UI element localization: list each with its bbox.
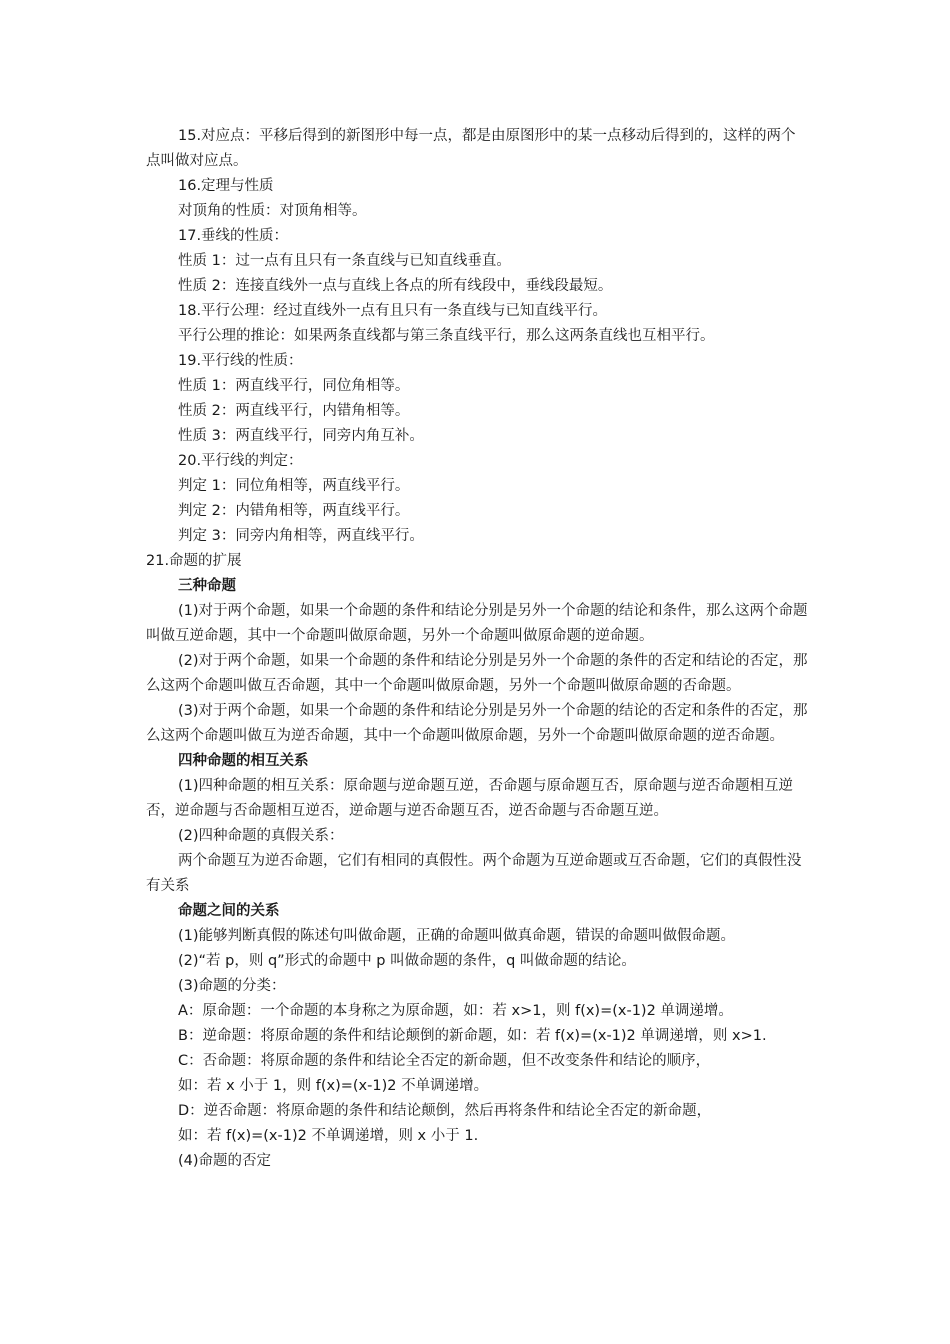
text-line: 19.平行线的性质： [178, 353, 303, 369]
text-line: 平行公理的推论：如果两条直线都与第三条直线平行，那么这两条直线也互相平行。 [178, 328, 715, 344]
text-line: 20.平行线的判定： [178, 453, 303, 469]
section-heading: 三种命题 [178, 578, 236, 594]
text-line: 16.定理与性质 [178, 178, 274, 194]
section-title: 21.命题的扩展 [146, 553, 242, 569]
text-line: 18.平行公理：经过直线外一点有且只有一条直线与已知直线平行。 [178, 303, 608, 319]
text-line: (3)命题的分类： [178, 978, 286, 994]
text-line: 判定 2：内错角相等，两直线平行。 [178, 503, 410, 519]
text-line: D：逆否命题：将原命题的条件和结论颠倒，然后再将条件和结论全否定的新命题， [178, 1103, 712, 1119]
text-line: 性质 2：两直线平行，内错角相等。 [178, 403, 410, 419]
paragraph: (1)对于两个命题，如果一个命题的条件和结论分别是另外一个命题的结论和条件，那么这两个命题叫做互逆命题，其中一个命题叫做原命题，另外一个命题叫做原命题的逆命题。 [146, 603, 808, 644]
text-line: (1)能够判断真假的陈述句叫做命题，正确的命题叫做真命题，错误的命题叫做假命题。 [178, 928, 736, 944]
text-line: 性质 3：两直线平行，同旁内角互补。 [178, 428, 424, 444]
text-line: 判定 1：同位角相等，两直线平行。 [178, 478, 410, 494]
text-line: 性质 1：过一点有且只有一条直线与已知直线垂直。 [178, 253, 511, 269]
text-line: 如：若 x 小于 1，则 f(x)=(x-1)2 不单调递增。 [178, 1078, 489, 1094]
paragraph: 两个命题互为逆否命题，它们有相同的真假性。两个命题为互逆命题或互否命题，它们的真假性没有关系 [146, 853, 802, 894]
section-heading: 命题之间的关系 [178, 903, 280, 919]
text-line: (4)命题的否定 [178, 1153, 272, 1169]
text-line: 对顶角的性质：对顶角相等。 [178, 203, 367, 219]
paragraph: (2)对于两个命题，如果一个命题的条件和结论分别是另外一个命题的条件的否定和结论的否定，那么这两个命题叫做互否命题，其中一个命题叫做原命题，另外一个命题叫做原命题的否命题。 [146, 653, 808, 694]
paragraph: (3)对于两个命题，如果一个命题的条件和结论分别是另外一个命题的结论的否定和条件的否定，那么这两个命题叫做互为逆否命题，其中一个命题叫做原命题，另外一个命题叫做原命题的逆否命题。 [146, 703, 808, 744]
text-line: 判定 3：同旁内角相等，两直线平行。 [178, 528, 424, 544]
text-line: 15.对应点：平移后得到的新图形中每一点，都是由原图形中的某一点移动后得到的，这样的两个点叫做对应点。 [146, 128, 796, 169]
text-line: 性质 2：连接直线外一点与直线上各点的所有线段中，垂线段最短。 [178, 278, 613, 294]
text-line: C：否命题：将原命题的条件和结论全否定的新命题，但不改变条件和结论的顺序， [178, 1053, 711, 1069]
paragraph: (1)四种命题的相互关系：原命题与逆命题互逆，否命题与原命题互否，原命题与逆否命题相互逆否，逆命题与否命题相互逆否，逆命题与逆否命题互否，逆否命题与否命题互逆。 [146, 778, 794, 819]
section-heading: 四种命题的相互关系 [178, 753, 309, 769]
text-line: 性质 1：两直线平行，同位角相等。 [178, 378, 410, 394]
text-line: (2)四种命题的真假关系： [178, 828, 344, 844]
text-line: (2)“若 p，则 q”形式的命题中 p 叫做命题的条件，q 叫做命题的结论。 [178, 953, 636, 969]
text-line: A：原命题：一个命题的本身称之为原命题，如：若 x>1，则 f(x)=(x-1)2 单调递增。 [178, 1003, 733, 1019]
text-line: 如：若 f(x)=(x-1)2 不单调递增，则 x 小于 1. [178, 1128, 479, 1144]
text-line: 17.垂线的性质： [178, 228, 289, 244]
text-line: B：逆命题：将原命题的条件和结论颠倒的新命题，如：若 f(x)=(x-1)2 单调递增，则 x>1. [178, 1028, 767, 1044]
